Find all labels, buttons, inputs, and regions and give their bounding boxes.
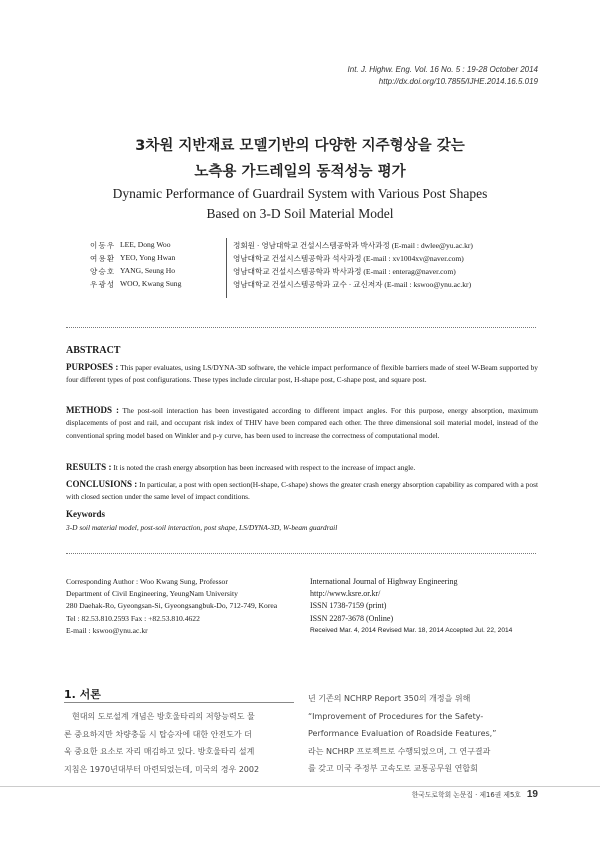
purposes-label: PURPOSES : (66, 362, 119, 372)
footer-journal: 한국도로학회 논문집 · 제16권 제5호 (411, 791, 521, 799)
results-text: It is noted the crash energy absorption has been increased with respect to the increase of impact angle. (113, 463, 416, 472)
title-english-line2: Based on 3-D Soil Material Model (206, 206, 394, 221)
body-line: 론 중요하지만 차량충돌 시 탑승자에 대한 안전도가 더 (64, 729, 252, 739)
title-korean-line1: 3차원 지반재료 모델기반의 다양한 지주형상을 갖는 (135, 138, 465, 154)
body-left-column (64, 708, 298, 778)
keywords-heading: Keywords (66, 509, 105, 519)
author-name-ko: 양승호 (90, 267, 116, 276)
author-name-ko: 여용환 (90, 254, 116, 263)
author-affiliation: 정회원 · 영남대학교 건설시스템공학과 박사과정 (E-mail : dwlee@yu.ac.kr) (233, 241, 473, 250)
methods-label: METHODS : (66, 405, 119, 415)
body-line: 지침은 1970년대부터 마련되었는데, 미국의 경우 2002 (64, 764, 260, 774)
issn-online: ISSN 2287-3678 (Online) (310, 613, 394, 623)
issn-print: ISSN 1738-7159 (print) (310, 601, 387, 611)
body-line: 년 기존의 NCHRP Report 350의 개정을 위해 (308, 694, 471, 703)
corresponding-author-block (66, 576, 306, 637)
body-line: 현대의 도로설계 개념은 방호울타리의 저항능력도 물 (72, 712, 255, 721)
journal-info-block (310, 576, 550, 637)
body-line: 라는 NCHRP 프로젝트로 수행되었으며, 그 연구결과 (308, 746, 491, 756)
doi-link[interactable]: http://dx.doi.org/10.7855/IJHE.2014.16.5.019 (378, 77, 538, 86)
methods-text: The post-soil interaction has been investigated according to different impact angles. For this purpose, energy absorption, maximum displacements of post and rail, and occupant risk index of THIV have been compared each other. The three dimensional soil material model, instead of the conventional spring model based on Winkler and p-y curve, has been used to increase the correctness of computational model. (66, 406, 538, 440)
author-affiliation: 영남대학교 건설시스템공학과 박사과정 (E-mail : enterag@naver.com) (233, 267, 456, 276)
author-name-ko: 이동우 (90, 241, 116, 250)
corr-author: Corresponding Author : Woo Kwang Sung, Professor (66, 577, 228, 586)
body-line: Performance Evaluation of Roadside Features,” (308, 729, 497, 739)
footer-rule (0, 786, 600, 787)
author-name-en: WOO, Kwang Sung (120, 279, 182, 288)
title-korean-line2: 노측용 가드레일의 동적성능 평가 (194, 164, 406, 180)
abstract-purposes (66, 361, 538, 387)
corr-email[interactable]: E-mail : kswoo@ynu.ac.kr (66, 625, 148, 635)
section-underline (64, 702, 294, 703)
author-name-en: YEO, Yong Hwan (120, 253, 176, 262)
conclusions-label: CONCLUSIONS : (66, 479, 138, 489)
journal-citation: Int. J. Highw. Eng. Vol. 16 No. 5 : 19-28 October 2014 (347, 65, 538, 74)
page-footer (412, 789, 538, 800)
abstract-methods (66, 404, 538, 442)
submission-dates: Received Mar. 4, 2014 Revised Mar. 18, 2014 Accepted Jul. 22, 2014 (310, 626, 513, 634)
conclusions-text: In particular, a post with open section(H-shape, C-shape) shows the greater crash energy absorption capability as compared with a post with closed section under the same level of impact conditions. (66, 480, 538, 502)
page-number: 19 (526, 789, 538, 800)
author-name-en: YANG, Seung Ho (120, 266, 176, 275)
keywords-text: 3-D soil material model, post-soil interaction, post shape, LS/DYNA-3D, W-beam guardrail (66, 523, 338, 532)
author-divider (226, 238, 227, 298)
corr-phone: Tel : 82.53.810.2593 Fax : +82.53.810.4622 (66, 613, 200, 623)
body-line: “Improvement of Procedures for the Safety- (308, 711, 484, 721)
body-line: 욱 중요한 요소로 자리 매김하고 있다. 방호울타리 설계 (64, 747, 255, 757)
body-line: 를 갖고 미국 주정부 고속도로 교통공무원 연합회 (308, 764, 478, 774)
journal-name: International Journal of Highway Engineering (310, 577, 458, 586)
abstract-conclusions (66, 478, 538, 504)
journal-url[interactable]: http://www.ksre.or.kr/ (310, 589, 381, 599)
section-heading-introduction: 1. 서론 (64, 688, 101, 701)
purposes-text: This paper evaluates, using LS/DYNA-3D software, the vehicle impact performance of flexible barriers made of steel W-Beam supported by four different types of post configurations. These types include circular post, H-shape post, C-shape post, and square post. (66, 363, 538, 385)
body-right-column (308, 690, 540, 778)
author-name-en: LEE, Dong Woo (120, 240, 171, 249)
corr-address: 280 Daehak-Ro, Gyeongsan-Si, Gyeongsangbuk-Do, 712-749, Korea (66, 601, 278, 611)
author-name-ko: 우광성 (90, 280, 116, 289)
results-label: RESULTS : (66, 462, 112, 472)
corr-department: Department of Civil Engineering, YeungNam University (66, 589, 238, 599)
dotted-separator (66, 553, 536, 554)
title-english-line1: Dynamic Performance of Guardrail System with Various Post Shapes (112, 186, 488, 201)
author-affiliation: 영남대학교 건설시스템공학과 석사과정 (E-mail : xv1004xv@naver.com) (233, 254, 464, 263)
author-affiliation: 영남대학교 건설시스템공학과 교수 · 교신저자 (E-mail : kswoo@ynu.ac.kr) (233, 280, 472, 289)
abstract-heading: ABSTRACT (66, 345, 121, 356)
dotted-separator (66, 327, 536, 328)
abstract-results (66, 461, 538, 474)
